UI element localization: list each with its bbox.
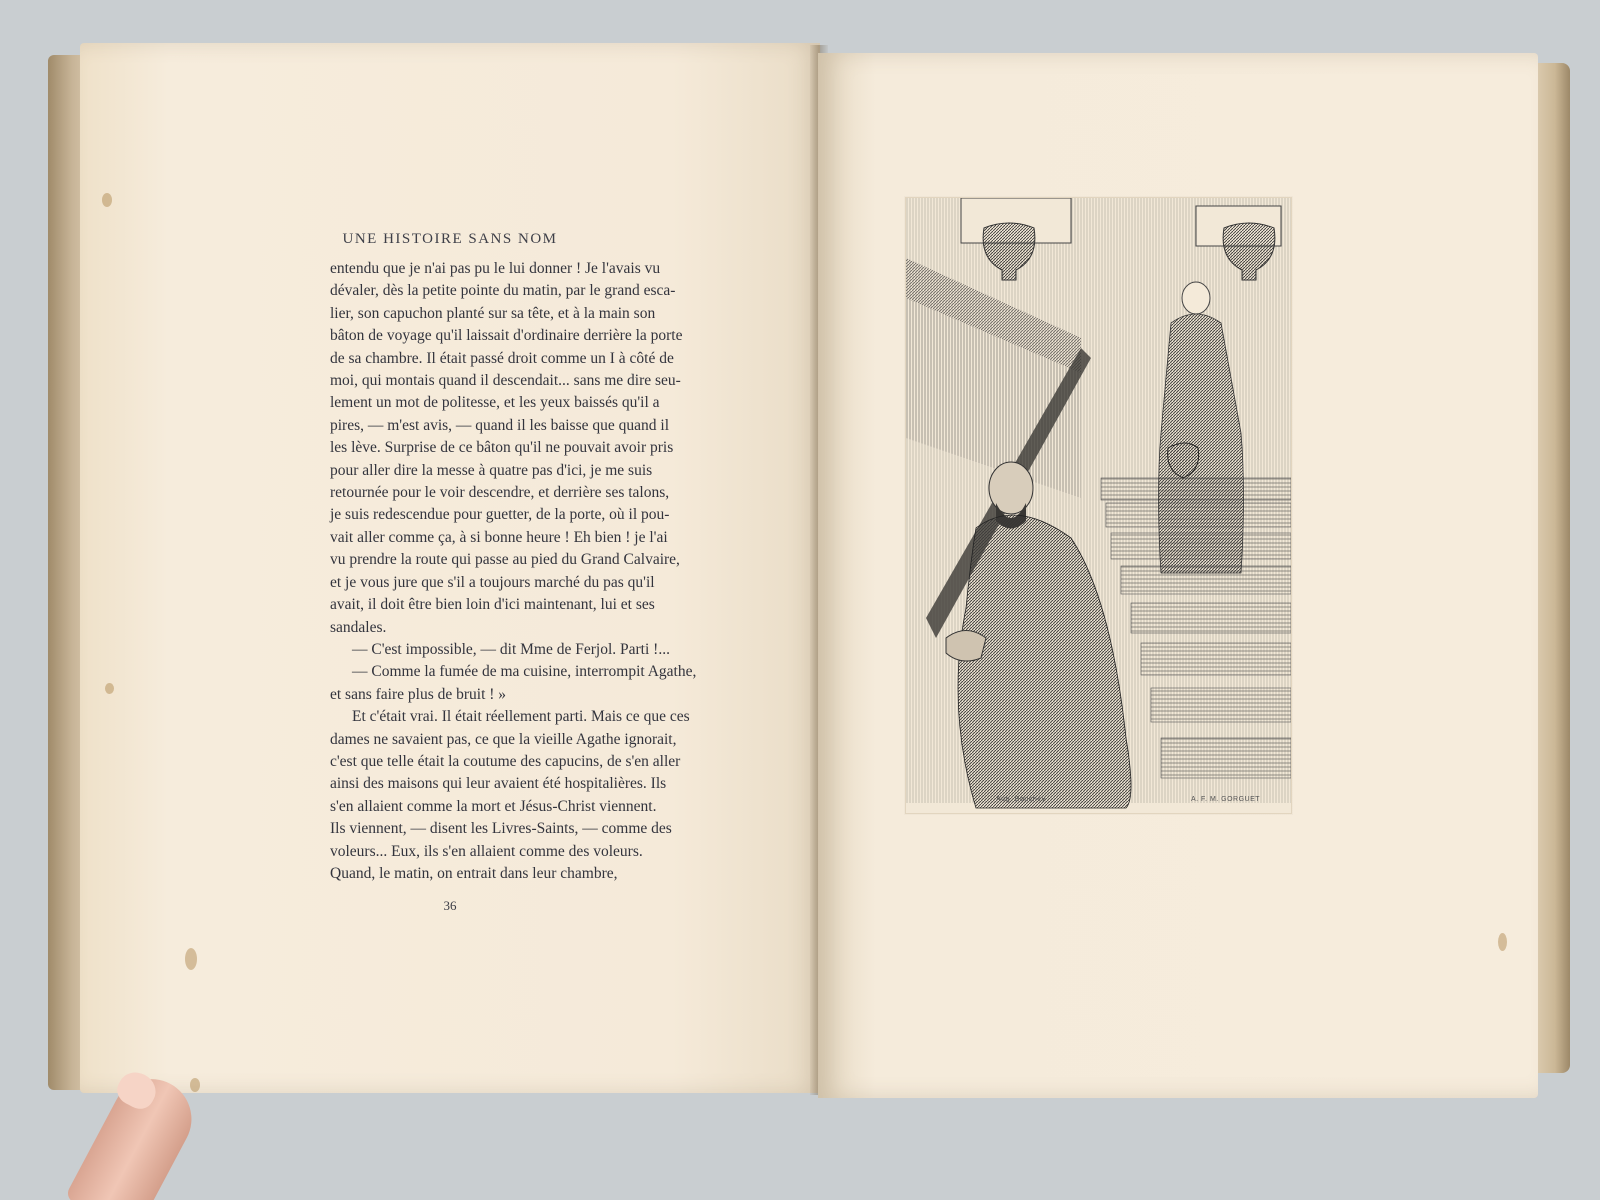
text-line: lement un mot de politesse, et les yeux baissés qu'il a [330,394,660,412]
foxing-stain [105,683,114,694]
text-line: moi, qui montais quand il descendait... sans me dire seu- [330,372,681,390]
text-line: et je vous jure que s'il a toujours marché du pas qu'il [330,573,655,591]
text-line: vu prendre la route qui passe au pied du Grand Calvaire, [330,551,680,569]
foxing-stain [1498,933,1507,951]
artist-signature: A. F. M. GORGUET [1191,796,1261,803]
text-line: je suis redescendue pour guetter, de la porte, où il pou- [330,506,670,524]
text-line: Et c'était vrai. Il était réellement parti. Mais ce que ces [352,708,690,726]
text-line: dames ne savaient pas, ce que la vieille Agathe ignorait, [330,730,677,748]
text-line: voleurs... Eux, ils s'en allaient comme des voleurs. [330,842,643,860]
body-text [330,258,760,885]
left-page [80,43,820,1093]
text-line: pires, — m'est avis, — quand il les baisse que quand il [330,416,670,434]
text-line: retournée pour le voir descendre, et derrière ses talons, [330,484,670,502]
text-line: vait aller comme ça, à si bonne heure ! Eh bien ! je l'ai [330,528,668,546]
text-line: les lève. Surprise de ce bâton qu'il ne pouvait avoir pris [330,439,674,457]
text-line: sandales. [330,618,387,636]
text-line: c'est que telle était la coutume des capucins, de s'en aller [330,752,681,770]
open-book [40,35,1570,1115]
text-line: avait, il doit être bien loin d'ici maintenant, lui et ses [330,596,655,614]
engraver-signature: Aug. Bouchey [996,796,1046,803]
running-head: UNE HISTOIRE SANS NOM [342,231,558,247]
dialogue-line: — C'est impossible, — dit Mme de Ferjol. Parti !... [352,640,670,658]
text-line: lier, son capuchon planté sur sa tête, et à la main son [330,304,656,322]
foxing-stain [185,948,197,970]
text-line: s'en allaient comme la mort et Jésus-Christ viennent. [330,797,657,815]
foxing-stain [102,193,112,207]
engraving-illustration [906,198,1291,813]
monk-hand [946,631,986,662]
text-line: Ils viennent, — disent les Livres-Saints, — comme des [330,820,672,838]
text-line: dévaler, dès la petite pointe du matin, par le grand esca- [330,282,676,300]
text-line: bâton de voyage qu'il laissait d'ordinaire derrière la porte [330,327,683,345]
page-number: 36 [443,898,457,913]
text-line: pour aller dire la messe à quatre pas d'ici, je me suis [330,461,653,479]
engraving-plate [905,197,1292,814]
dialogue-line: — Comme la fumée de ma cuisine, interrompit Agathe, [352,663,697,681]
dialogue-line: et sans faire plus de bruit ! » [330,685,507,703]
foxing-stain [190,1078,200,1092]
text-line: Quand, le matin, on entrait dans leur chambre, [330,864,618,882]
text-line: de sa chambre. Il était passé droit comme un I à côté de [330,349,674,367]
text-line: ainsi des maisons qui leur avaient été hospitalières. Ils [330,775,667,793]
text-line: entendu que je n'ai pas pu le lui donner ! Je l'avais vu [330,260,661,277]
